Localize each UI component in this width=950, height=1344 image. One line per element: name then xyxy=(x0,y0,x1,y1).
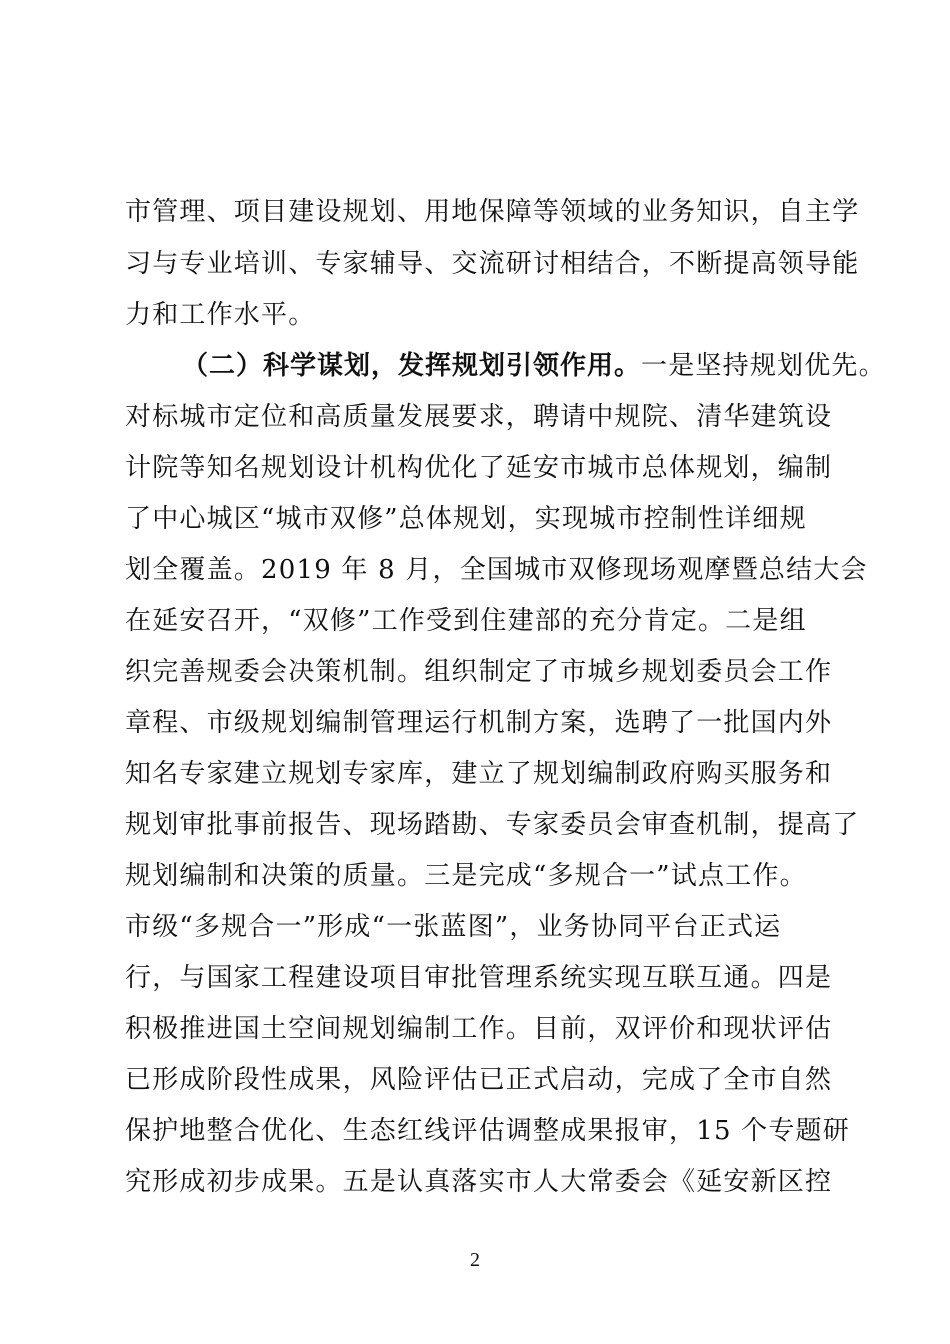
text-line: 已形成阶段性成果，风险评估已正式启动，完成了全市自然 xyxy=(125,1065,833,1095)
text-line: 究形成初步成果。五是认真落实市人大常委会《延安新区控 xyxy=(125,1167,833,1197)
text-line: 规划编制和决策的质量。三是完成“多规合一”试点工作。 xyxy=(125,861,807,891)
text-line: 知名专家建立规划专家库，建立了规划编制政府购买服务和 xyxy=(125,759,833,789)
section-heading-rest: 一是坚持规划优先。 xyxy=(641,351,886,381)
text-line: 市管理、项目建设规划、用地保障等领域的业务知识，自主学 xyxy=(125,197,860,227)
text-line: 积极推进国土空间规划编制工作。目前，双评价和现状评估 xyxy=(125,1014,833,1044)
page-number: 2 xyxy=(470,1249,480,1271)
text-line: 力和工作水平。 xyxy=(125,300,316,330)
text-line: 划全覆盖。2019 年 8 月，全国城市双修现场观摩暨总结大会 xyxy=(125,555,868,585)
text-line: 市级“多规合一”形成“一张蓝图”，业务协同平台正式运 xyxy=(125,912,782,942)
text-line: 计院等知名规划设计机构优化了延安市城市总体规划，编制 xyxy=(125,453,833,483)
text-line: 织完善规委会决策机制。组织制定了市城乡规划委员会工作 xyxy=(125,657,833,687)
text-line: 保护地整合优化、生态红线评估调整成果报审，15 个专题研 xyxy=(125,1116,850,1146)
text-line: 章程、市级规划编制管理运行机制方案，选聘了一批国内外 xyxy=(125,708,833,738)
section-heading-line xyxy=(182,346,886,386)
text-line: 规划审批事前报告、现场踏勘、专家委员会审查机制，提高了 xyxy=(125,810,860,840)
text-line: 习与专业培训、专家辅导、交流研讨相结合，不断提高领导能 xyxy=(125,249,860,279)
section-heading: （二）科学谋划，发挥规划引领作用。 xyxy=(182,351,642,381)
text-line: 对标城市定位和高质量发展要求，聘请中规院、清华建筑设 xyxy=(125,402,833,432)
text-line: 在延安召开，“双修”工作受到住建部的充分肯定。二是组 xyxy=(125,606,807,636)
text-line: 了中心城区“城市双修”总体规划，实现城市控制性详细规 xyxy=(125,504,807,534)
text-line: 行，与国家工程建设项目审批管理系统实现互联互通。四是 xyxy=(125,963,833,993)
